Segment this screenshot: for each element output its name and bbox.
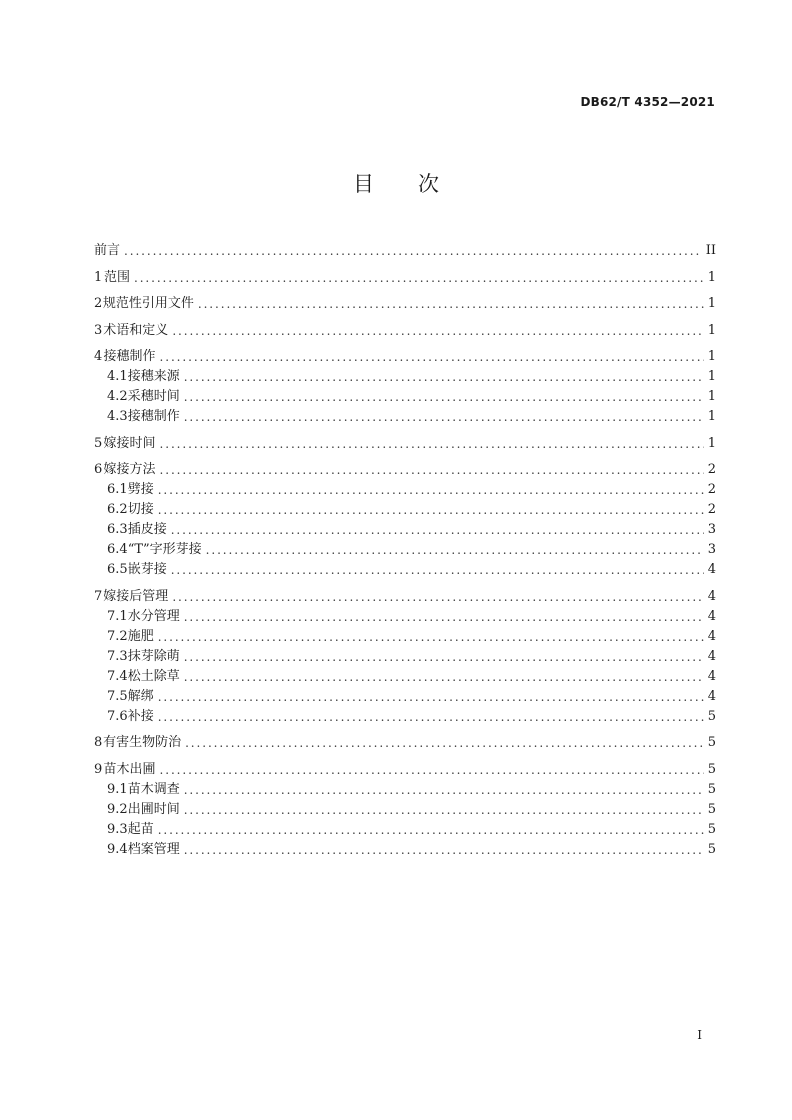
toc-entry-title: 有害生物防治 [103,735,182,750]
toc-entry-number: 6.4 [107,542,128,557]
toc-entry-title: 嫁接后管理 [103,588,169,604]
dot-leader [171,520,704,540]
toc-entry[interactable] [94,840,716,860]
toc-entry[interactable] [94,367,716,387]
title-char-2: 次 [418,172,439,196]
toc-entry-page: 1 [707,435,716,451]
toc-entry-page: 4 [707,608,716,624]
toc-entry-page: 1 [707,269,716,285]
toc-entry-title: 范围 [103,269,130,285]
toc-entry[interactable] [94,687,716,707]
toc-entry-title: 解绑 [127,688,154,704]
toc-entry[interactable] [94,760,716,780]
dot-leader [184,607,704,627]
toc-entry-title: 松土除草 [127,668,180,684]
dot-leader [158,480,704,500]
toc-entry[interactable] [94,607,716,627]
dot-leader [158,707,704,727]
toc-entry[interactable] [94,500,716,520]
toc-entry-page: 5 [707,781,716,797]
toc-entry-number: 9.4 [107,841,128,857]
toc-entry-title: 术语和定义 [103,322,169,338]
toc-entry-page: 3 [707,522,716,537]
toc-entry-number: 8 [94,735,103,750]
toc-entry-page: 3 [707,542,716,557]
toc-entry-number: 7.2 [107,628,128,644]
toc-entry-page: 2 [707,502,716,517]
toc-entry-page: 5 [707,761,716,777]
toc-entry-title: 起苗 [127,821,154,837]
toc-entry-number: 6.2 [107,502,128,517]
toc-entry-page: 5 [707,841,716,857]
toc-entry[interactable] [94,387,716,407]
toc-entry-number: 7.5 [107,688,128,704]
toc-entry-number: 7.6 [107,708,128,724]
toc-entry-page: 1 [707,369,716,384]
toc-entry-title: 接穗制作 [127,409,180,424]
toc-entry-title: 档案管理 [127,841,180,857]
toc-entry-title: 插皮接 [127,522,167,537]
dot-leader [184,840,704,860]
toc-entry[interactable] [94,707,716,727]
toc-entry-page: 4 [707,668,716,684]
toc-entry-page: 1 [707,409,716,424]
dot-leader [184,387,704,407]
toc-entry-page: 5 [707,821,716,837]
toc-entry-page: 4 [707,588,716,604]
toc-entry[interactable] [94,647,716,667]
table-of-contents [94,241,716,860]
toc-entry-number: 7.3 [107,648,128,664]
toc-entry-number: 1 [94,269,103,285]
toc-entry-page: 4 [707,648,716,664]
toc-entry-page: 2 [707,462,716,477]
toc-entry-page: 4 [707,628,716,644]
toc-entry[interactable] [94,241,716,261]
toc-entry-title: 切接 [127,502,154,517]
toc-entry-page: 5 [707,708,716,724]
toc-entry[interactable] [94,347,716,367]
toc-entry-title: 苗木出圃 [103,761,156,777]
toc-entry-title: 接穗制作 [103,349,156,364]
toc-entry-title: 嵌芽接 [127,562,167,577]
toc-entry-number: 6.3 [107,522,128,537]
dot-leader [172,587,703,607]
toc-entry-number: 6 [94,462,103,477]
toc-entry-title: “T”字形芽接 [127,542,202,557]
toc-entry-page: 5 [707,801,716,817]
toc-entry[interactable] [94,667,716,687]
dot-leader [134,268,704,288]
toc-entry-page: 2 [707,482,716,497]
toc-entry-title: 采穗时间 [127,389,180,404]
dot-leader [160,460,704,480]
toc-entry[interactable] [94,540,716,560]
toc-entry-page: 1 [707,322,716,338]
toc-entry[interactable] [94,780,716,800]
dot-leader [185,733,704,753]
toc-entry-number: 9.2 [107,801,128,817]
toc-entry-number: 7.4 [107,668,128,684]
toc-entry-number: 4 [94,349,103,364]
toc-entry[interactable] [94,627,716,647]
toc-entry-number: 9.1 [107,781,128,797]
toc-entry-page: 5 [707,735,716,750]
toc-entry-page: 1 [707,349,716,364]
page-title [0,168,792,198]
toc-entry-title: 补接 [127,708,154,724]
dot-leader [160,347,704,367]
dot-leader [160,434,704,454]
toc-entry-title: 水分管理 [127,608,180,624]
toc-entry-title: 出圃时间 [127,801,180,817]
toc-entry[interactable] [94,560,716,580]
toc-entry-number: 9.3 [107,821,128,837]
toc-entry[interactable] [94,587,716,607]
toc-entry-title: 接穗来源 [127,369,180,384]
toc-entry-number: 5 [94,435,103,451]
toc-entry-title: 嫁接方法 [103,462,156,477]
toc-entry-number: 7.1 [107,608,128,624]
toc-entry-number: 4.3 [107,409,128,424]
toc-entry[interactable] [94,434,716,454]
toc-entry[interactable] [94,733,716,753]
dot-leader [158,500,704,520]
toc-entry[interactable] [94,268,716,288]
dot-leader [184,780,704,800]
toc-entry[interactable] [94,480,716,500]
dot-leader [184,407,704,427]
toc-entry-title: 嫁接时间 [103,435,156,451]
toc-entry-page: 1 [707,296,716,311]
toc-entry-page: 4 [707,688,716,704]
dot-leader [158,687,704,707]
toc-entry-number: 3 [94,322,103,338]
toc-entry[interactable] [94,407,716,427]
page-number: I [697,1028,702,1042]
toc-entry-number: 7 [94,588,103,604]
toc-entry-title: 施肥 [127,628,154,644]
dot-leader [184,367,704,387]
toc-entry-title: 劈接 [127,482,154,497]
toc-entry-number: 9 [94,761,103,777]
toc-entry-title: 抹芽除萌 [127,648,180,664]
document-code: DB62/T 4352—2021 [580,95,715,109]
dot-leader [198,294,704,314]
dot-leader [171,560,704,580]
toc-entry-page: 1 [707,389,716,404]
dot-leader [184,800,704,820]
toc-entry[interactable] [94,294,716,314]
toc-entry-title: 前言 [94,243,121,258]
toc-entry-number: 4.1 [107,369,128,384]
toc-entry-number: 6.5 [107,562,128,577]
dot-leader [124,241,702,261]
toc-entry[interactable] [94,800,716,820]
toc-entry[interactable] [94,520,716,540]
toc-entry[interactable] [94,460,716,480]
toc-entry-page: II [705,243,716,258]
dot-leader [160,760,704,780]
dot-leader [206,540,704,560]
dot-leader [172,321,703,341]
dot-leader [158,627,704,647]
dot-leader [184,667,704,687]
dot-leader [158,820,704,840]
toc-entry-number: 2 [94,296,103,311]
toc-entry-title: 规范性引用文件 [102,296,194,311]
toc-entry-number: 6.1 [107,482,128,497]
dot-leader [184,647,704,667]
toc-entry[interactable] [94,820,716,840]
toc-entry-page: 4 [707,562,716,577]
toc-entry-number: 4.2 [107,389,128,404]
toc-entry-title: 苗木调查 [127,781,180,797]
title-char-1: 目 [353,172,374,196]
toc-entry[interactable] [94,321,716,341]
